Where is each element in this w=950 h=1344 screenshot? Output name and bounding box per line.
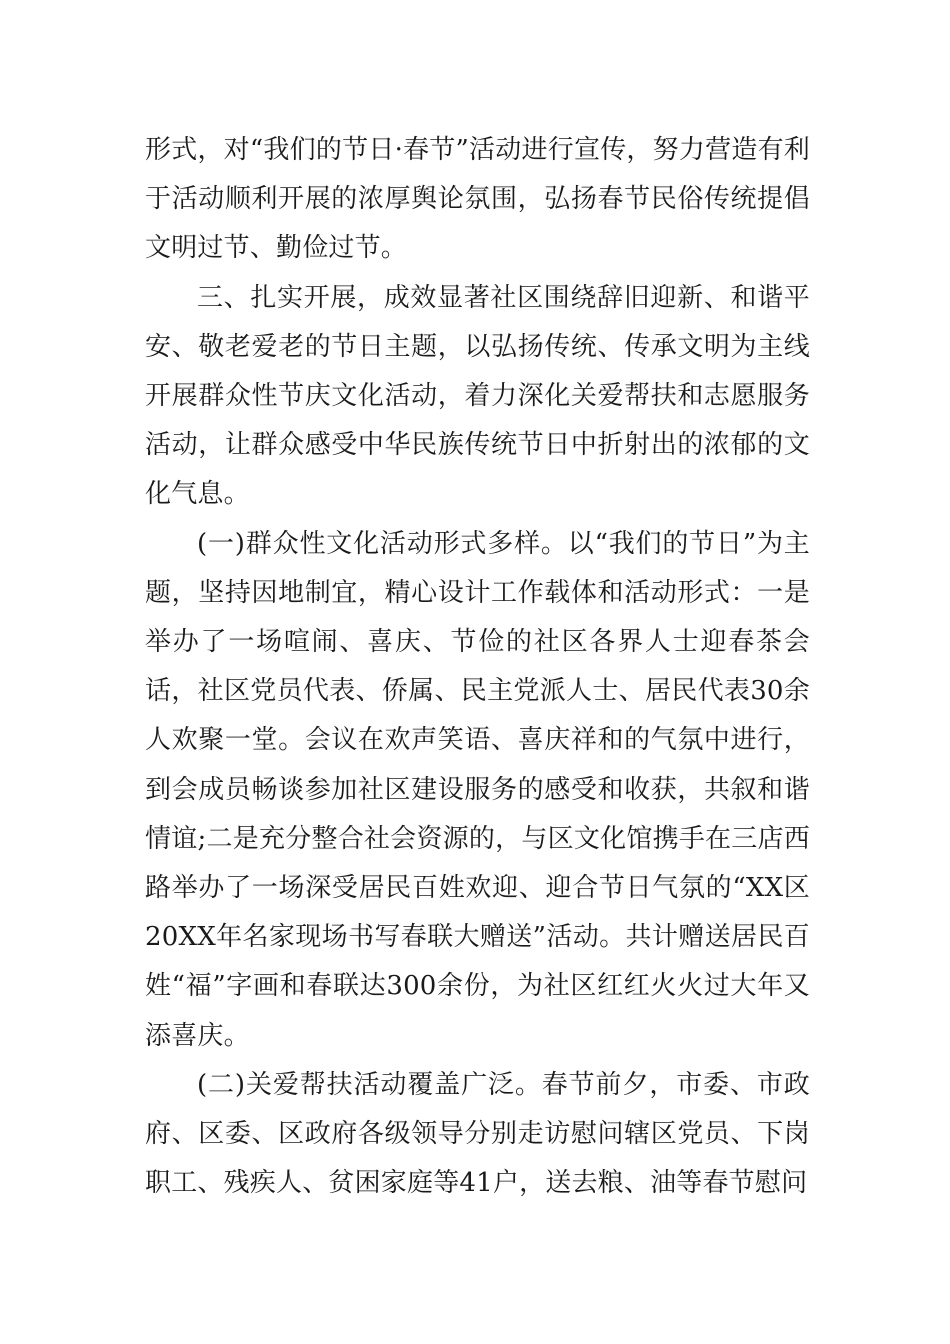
document-body <box>145 126 810 1208</box>
paragraph-care-assistance: (二)关爱帮扶活动覆盖广泛。春节前夕，市委、市政府、区委、区政府各级领导分别走访慰问辖区党员、下岗职工、残疾人、贫困家庭等41户，送去粮、油等春节慰问 <box>145 1069 810 1199</box>
paragraph-section-three: 三、扎实开展，成效显著社区围绕辞旧迎新、和谐平安、敬老爱老的节日主题，以弘扬传统、传承文明为主线开展群众性节庆文化活动，着力深化关爱帮扶和志愿服务活动，让群众感受中华民族传统节日中折射出的浓郁的文化气息。 <box>145 282 810 510</box>
paragraph-cultural-activities: (一)群众性文化活动形式多样。以“我们的节日”为主题，坚持因地制宜，精心设计工作载体和活动形式：一是举办了一场喧闹、喜庆、节俭的社区各界人士迎春茶会话，社区党员代表、侨属、民主党派人士、居民代表30余人欢聚一堂。会议在欢声笑语、喜庆祥和的气氛中进行，到会成员畅谈参加社区建设服务的感受和收获，共叙和谐情谊;二是充分整合社会资源的，与区文化馆携手在三店西路举办了一场深受居民百姓欢迎、迎合节日气氛的“XX区20XX年名家现场书写春联大赠送”活动。共计赠送居民百姓“福”字画和春联达300余份，为社区红红火火过大年又添喜庆。 <box>145 528 810 1051</box>
paragraph-continuation: 形式，对“我们的节日·春节”活动进行宣传，努力营造有利于活动顺利开展的浓厚舆论氛围，弘扬春节民俗传统提倡文明过节、勤俭过节。 <box>145 135 810 264</box>
